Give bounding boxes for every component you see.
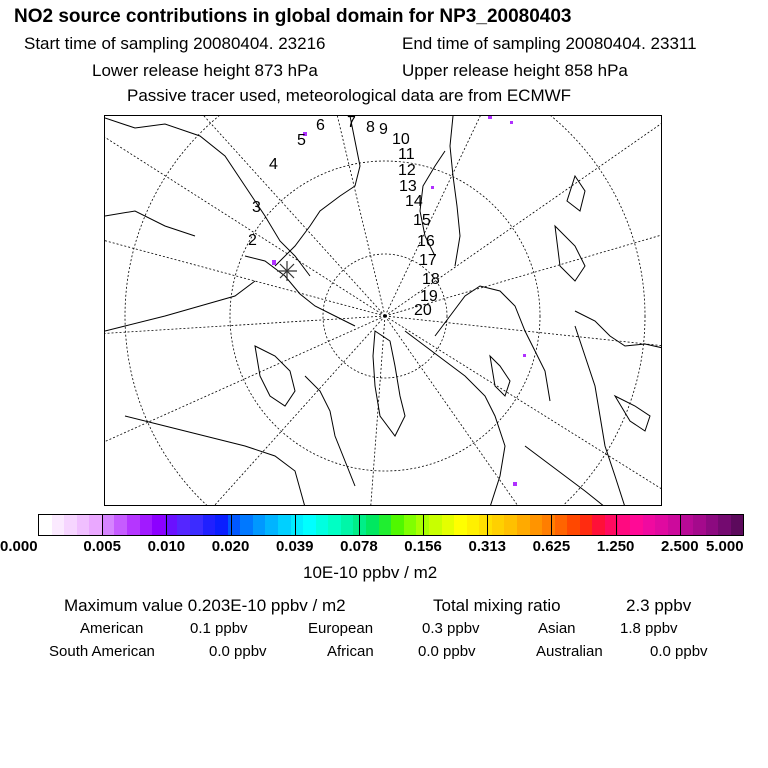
colorbar-cell — [567, 515, 580, 535]
colorbar-cell — [530, 515, 543, 535]
coastline — [450, 116, 460, 266]
region-value-american: 0.1 ppbv — [190, 620, 248, 637]
colorbar-tick-label: 1.250 — [596, 538, 635, 555]
colorbar-cell — [655, 515, 668, 535]
track-label: 6 — [316, 117, 325, 134]
colorbar-cell — [555, 515, 568, 535]
meridian-line — [385, 316, 525, 506]
meridian-line — [105, 238, 385, 316]
colorbar-cell — [379, 515, 392, 535]
colorbar-cell — [152, 515, 165, 535]
colorbar-cell — [580, 515, 593, 535]
colorbar-tick-label: 0.039 — [275, 538, 314, 555]
plume-cell — [272, 260, 276, 265]
colorbar-cell — [177, 515, 190, 535]
total-mixing-value: 2.3 ppbv — [626, 596, 692, 615]
colorbar-cell — [203, 515, 216, 535]
colorbar-cell — [190, 515, 203, 535]
region-value-african: 0.0 ppbv — [418, 643, 476, 660]
colorbar-cell — [731, 515, 744, 535]
meridian-line — [370, 316, 385, 506]
track-label: 9 — [379, 121, 388, 138]
colorbar-tick-label: 0.156 — [404, 538, 442, 555]
colorbar-divider — [551, 515, 552, 535]
region-name-european: European — [308, 620, 374, 637]
colorbar-cell — [668, 515, 681, 535]
colorbar-cell — [404, 515, 417, 535]
colorbar-cell — [52, 515, 65, 535]
colorbar — [38, 514, 744, 536]
upper-release-label: Upper release height 858 hPa — [402, 61, 628, 80]
track-label: 13 — [399, 178, 417, 195]
tracer-note: Passive tracer used, meteorological data are from ECMWF — [127, 86, 572, 105]
colorbar-cell — [718, 515, 731, 535]
meridian-line — [205, 316, 385, 506]
map-svg — [105, 116, 662, 506]
colorbar-cell — [77, 515, 90, 535]
colorbar-divider — [487, 515, 488, 535]
track-label: 11 — [398, 146, 415, 163]
plume-cell — [510, 121, 513, 124]
region-value-asian: 1.8 ppbv — [620, 620, 678, 637]
region-value-european: 0.3 ppbv — [422, 620, 480, 637]
region-name-african: African — [327, 643, 374, 660]
track-label: 3 — [252, 199, 261, 216]
track-label: 10 — [392, 131, 410, 148]
track-label: 15 — [413, 212, 431, 229]
colorbar-tick-label: 0.078 — [340, 538, 378, 555]
colorbar-cell — [504, 515, 517, 535]
colorbar-cell — [341, 515, 354, 535]
island-coast — [555, 226, 585, 281]
map-panel[interactable] — [104, 115, 662, 506]
colorbar-cell — [618, 515, 631, 535]
track-label: 17 — [419, 252, 437, 269]
coastline — [125, 416, 305, 506]
track-label: 2 — [248, 232, 257, 249]
colorbar-tick-label: 2.500 — [661, 538, 699, 555]
colorbar-cell — [630, 515, 643, 535]
track-label: 5 — [297, 132, 306, 149]
colorbar-cell — [265, 515, 278, 535]
coastline — [105, 118, 310, 276]
colorbar-tick-label: 0.313 — [468, 538, 507, 555]
plot-title: NO2 source contributions in global domain for NP3_20080403 — [14, 6, 572, 27]
region-value-australian: 0.0 ppbv — [650, 643, 708, 660]
track-label: 8 — [366, 119, 375, 136]
colorbar-cell — [89, 515, 102, 535]
end-time-label: End time of sampling 20080404. 23311 — [402, 34, 697, 53]
track-label: 12 — [398, 162, 416, 179]
colorbar-cell — [442, 515, 455, 535]
colorbar-divider — [680, 515, 681, 535]
colorbar-cell — [253, 515, 266, 535]
coastline — [575, 311, 662, 348]
colorbar-tick-label: 0.625 — [532, 538, 571, 555]
greenland-coast — [373, 331, 405, 436]
coastline — [245, 256, 355, 326]
island-coast — [615, 396, 650, 431]
colorbar-cell — [479, 515, 492, 535]
track-label: 18 — [422, 271, 440, 288]
colorbar-cell — [215, 515, 228, 535]
colorbar-divider — [166, 515, 167, 535]
coastline — [435, 286, 550, 401]
colorbar-tick-label: 0.000 — [0, 538, 38, 555]
latitude-circle-40 — [125, 116, 645, 506]
colorbar-tick-label: 0.005 — [83, 538, 121, 555]
colorbar-cell — [517, 515, 530, 535]
plume-cell — [431, 186, 434, 189]
colorbar-cell — [467, 515, 480, 535]
colorbar-cell — [328, 515, 341, 535]
colorbar-divider — [359, 515, 360, 535]
colorbar-divider — [423, 515, 424, 535]
island-coast — [255, 346, 295, 406]
lower-release-label: Lower release height 873 hPa — [92, 61, 318, 80]
plume-cell — [523, 354, 526, 357]
colorbar-cell — [291, 515, 304, 535]
colorbar-cell — [39, 515, 52, 535]
coastline — [305, 376, 355, 486]
colorbar-divider — [295, 515, 296, 535]
colorbar-cell — [680, 515, 693, 535]
colorbar-divider — [102, 515, 103, 535]
colorbar-cell — [303, 515, 316, 535]
colorbar-cell — [492, 515, 505, 535]
track-label: 19 — [420, 288, 438, 305]
colorbar-cell — [454, 515, 467, 535]
island-coast — [567, 176, 585, 211]
colorbar-cell — [140, 515, 153, 535]
graticule — [105, 116, 662, 506]
meridian-line — [105, 316, 385, 446]
plume-cell — [488, 116, 492, 119]
colorbar-cell — [102, 515, 115, 535]
colorbar-cell — [592, 515, 605, 535]
region-value-south-american: 0.0 ppbv — [209, 643, 267, 660]
max-value-label: Maximum value 0.203E-10 ppbv / m2 — [64, 596, 346, 615]
colorbar-cell — [278, 515, 291, 535]
colorbar-cell — [693, 515, 706, 535]
colorbar-tick-label: 0.020 — [211, 538, 250, 555]
meridian-line — [385, 316, 662, 491]
track-label: 4 — [269, 156, 278, 173]
colorbar-divider — [616, 515, 617, 535]
colorbar-cell — [429, 515, 442, 535]
meridian-line — [105, 316, 385, 334]
total-mixing-label: Total mixing ratio — [433, 596, 561, 615]
region-name-australian: Australian — [536, 643, 603, 660]
track-label: 7 — [347, 115, 356, 131]
colorbar-cell — [316, 515, 329, 535]
colorbar-unit: 10E-10 ppbv / m2 — [303, 563, 438, 582]
colorbar-cell — [64, 515, 77, 535]
track-label: 20 — [414, 302, 432, 319]
colorbar-divider — [231, 515, 232, 535]
colorbar-cell — [542, 515, 555, 535]
coastline — [105, 281, 255, 331]
coastline — [275, 116, 360, 266]
star-marker[interactable] — [277, 261, 297, 281]
region-name-asian: Asian — [538, 620, 576, 637]
colorbar-cell — [706, 515, 719, 535]
start-time-label: Start time of sampling 20080404. 23216 — [24, 34, 326, 53]
coastline — [105, 211, 195, 236]
colorbar-cell — [391, 515, 404, 535]
colorbar-cell — [366, 515, 379, 535]
colorbar-cell — [240, 515, 253, 535]
region-name-american: American — [80, 620, 144, 637]
colorbar-cell — [127, 515, 140, 535]
region-name-south-american: South American — [49, 643, 155, 660]
coastline — [525, 446, 605, 506]
plume-cell — [513, 482, 517, 486]
colorbar-cell — [643, 515, 656, 535]
island-coast — [490, 356, 510, 396]
track-label: 14 — [405, 193, 423, 210]
coastline — [575, 326, 625, 506]
colorbar-tick-label: 5.000 — [706, 538, 744, 555]
colorbar-cell — [114, 515, 127, 535]
meridian-line — [335, 116, 385, 316]
colorbar-tick-label: 0.010 — [147, 538, 186, 555]
track-label: 16 — [417, 233, 435, 250]
